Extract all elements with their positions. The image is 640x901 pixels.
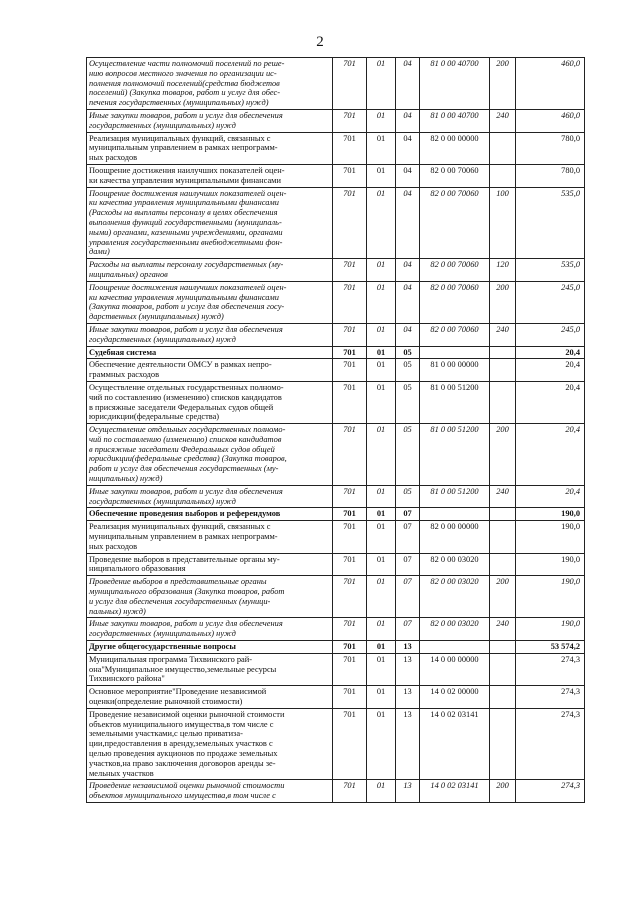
row-section: 01 <box>367 485 396 508</box>
table-row <box>87 708 585 780</box>
row-target-article: 82 0 00 70060 <box>420 187 490 259</box>
row-subsection: 04 <box>396 164 420 187</box>
row-subsection: 04 <box>396 281 420 323</box>
row-subsection: 13 <box>396 653 420 685</box>
table-row <box>87 323 585 346</box>
row-grbs: 701 <box>333 323 367 346</box>
row-expense-type: 240 <box>490 323 516 346</box>
row-section: 01 <box>367 281 396 323</box>
row-section: 01 <box>367 259 396 282</box>
row-description: Муниципальная программа Тихвинского рай- она"Муниципальное имущество,земельные ресурсы Тихвинского района" <box>87 653 333 685</box>
row-target-article: 14 0 00 00000 <box>420 653 490 685</box>
row-grbs: 701 <box>333 780 367 803</box>
table-row <box>87 553 585 576</box>
row-section: 01 <box>367 553 396 576</box>
table-row <box>87 109 585 132</box>
row-description: Судебная система <box>87 346 333 359</box>
row-section: 01 <box>367 346 396 359</box>
row-section: 01 <box>367 164 396 187</box>
row-expense-type: 240 <box>490 109 516 132</box>
table-row <box>87 641 585 654</box>
row-grbs: 701 <box>333 641 367 654</box>
row-description: Проведение независимой оценки рыночной стоимости объектов муниципального имущества,в том числе с <box>87 780 333 803</box>
row-expense-type <box>490 359 516 382</box>
row-subsection: 07 <box>396 521 420 553</box>
row-description: Другие общегосударственные вопросы <box>87 641 333 654</box>
row-expense-type <box>490 641 516 654</box>
row-sum: 190,0 <box>516 521 585 553</box>
row-description: Поощрение достижения наилучших показателей оцен- ки качества управления муниципальными финансами (Расходы на выплаты персоналу в целях обеспечения выполнения функций государственными (муниципаль- ными) органами, казенными учреждениями, органами управления государственными внебюджетными фон- дами) <box>87 187 333 259</box>
row-section: 01 <box>367 521 396 553</box>
row-subsection: 04 <box>396 58 420 110</box>
row-subsection: 04 <box>396 109 420 132</box>
row-grbs: 701 <box>333 553 367 576</box>
row-target-article: 82 0 00 00000 <box>420 132 490 164</box>
row-sum: 20,4 <box>516 424 585 486</box>
table-row <box>87 359 585 382</box>
row-section: 01 <box>367 508 396 521</box>
row-subsection: 13 <box>396 686 420 709</box>
table-row <box>87 164 585 187</box>
row-target-article: 82 0 00 03020 <box>420 576 490 618</box>
row-expense-type <box>490 508 516 521</box>
row-expense-type <box>490 381 516 423</box>
row-grbs: 701 <box>333 259 367 282</box>
row-target-article: 82 0 00 03020 <box>420 618 490 641</box>
table-row <box>87 187 585 259</box>
row-grbs: 701 <box>333 618 367 641</box>
row-expense-type: 200 <box>490 424 516 486</box>
row-grbs: 701 <box>333 58 367 110</box>
row-target-article: 81 0 00 40700 <box>420 109 490 132</box>
row-section: 01 <box>367 708 396 780</box>
row-target-article: 14 0 02 03141 <box>420 708 490 780</box>
row-description: Поощрение достижения наилучших показателей оцен- ки качества управления муниципальными финансами (Закупка товаров, работ и услуг для обеспечения госу- дарственных (муниципальных) нужд) <box>87 281 333 323</box>
row-sum: 190,0 <box>516 553 585 576</box>
row-expense-type: 120 <box>490 259 516 282</box>
row-grbs: 701 <box>333 686 367 709</box>
row-sum: 245,0 <box>516 281 585 323</box>
row-sum: 190,0 <box>516 576 585 618</box>
row-grbs: 701 <box>333 164 367 187</box>
row-description: Иные закупки товаров, работ и услуг для обеспечения государственных (муниципальных) нужд <box>87 485 333 508</box>
row-target-article: 81 0 00 00000 <box>420 359 490 382</box>
row-section: 01 <box>367 359 396 382</box>
row-subsection: 07 <box>396 618 420 641</box>
row-description: Проведение выборов в представительные органы муниципального образования (Закупка товаров, работ и услуг для обеспечения государственных (муници- пальных) нужд) <box>87 576 333 618</box>
row-description: Осуществление отдельных государственных полномо- чий по составлению (изменению) списков кандидатов в присяжные заседатели Федеральных судов общей юрисдикции(федеральные средства) (Закупка товаров, работ и услуг для обеспечения государственных (му- ниципальных) нужд) <box>87 424 333 486</box>
row-expense-type <box>490 708 516 780</box>
row-subsection: 04 <box>396 187 420 259</box>
row-grbs: 701 <box>333 187 367 259</box>
row-target-article: 82 0 00 70060 <box>420 259 490 282</box>
row-section: 01 <box>367 686 396 709</box>
row-subsection: 05 <box>396 485 420 508</box>
row-subsection: 13 <box>396 780 420 803</box>
row-grbs: 701 <box>333 576 367 618</box>
row-sum: 274,3 <box>516 686 585 709</box>
row-description: Осуществление отдельных государственных полномо- чий по составлению (изменению) списков кандидатов в присяжные заседатели Федеральных судов общей юрисдикции(федеральные средства) <box>87 381 333 423</box>
row-grbs: 701 <box>333 359 367 382</box>
row-target-article: 82 0 00 03020 <box>420 553 490 576</box>
row-description: Иные закупки товаров, работ и услуг для обеспечения государственных (муниципальных) нужд <box>87 323 333 346</box>
row-target-article: 14 0 02 00000 <box>420 686 490 709</box>
row-subsection: 07 <box>396 553 420 576</box>
budget-table <box>86 57 585 803</box>
row-expense-type <box>490 521 516 553</box>
row-subsection: 05 <box>396 381 420 423</box>
row-description: Иные закупки товаров, работ и услуг для обеспечения государственных (муниципальных) нужд <box>87 109 333 132</box>
row-description: Реализация муниципальных функций, связанных с муниципальным управлением в рамках непрограмм- ных расходов <box>87 521 333 553</box>
row-description: Поощрение достижения наилучших показателей оцен- ки качества управления муниципальными финансами <box>87 164 333 187</box>
row-target-article: 81 0 00 40700 <box>420 58 490 110</box>
row-description: Обеспечение проведения выборов и референдумов <box>87 508 333 521</box>
table-row <box>87 780 585 803</box>
row-subsection: 04 <box>396 323 420 346</box>
row-expense-type: 240 <box>490 618 516 641</box>
row-subsection: 05 <box>396 359 420 382</box>
table-row <box>87 653 585 685</box>
row-subsection: 05 <box>396 424 420 486</box>
row-section: 01 <box>367 576 396 618</box>
row-subsection: 04 <box>396 132 420 164</box>
row-grbs: 701 <box>333 381 367 423</box>
row-section: 01 <box>367 641 396 654</box>
row-sum: 780,0 <box>516 132 585 164</box>
row-subsection: 13 <box>396 708 420 780</box>
row-description: Расходы на выплаты персоналу государственных (му- ниципальных) органов <box>87 259 333 282</box>
page-number: 2 <box>316 34 324 50</box>
table-row <box>87 508 585 521</box>
table-row <box>87 259 585 282</box>
row-expense-type <box>490 553 516 576</box>
row-description: Основное мероприятие"Проведение независимой оценки(определение рыночной стоимости) <box>87 686 333 709</box>
row-section: 01 <box>367 780 396 803</box>
row-description: Реализация муниципальных функций, связанных с муниципальным управлением в рамках непрограмм- ных расходов <box>87 132 333 164</box>
row-section: 01 <box>367 424 396 486</box>
row-sum: 20,4 <box>516 381 585 423</box>
table-row <box>87 381 585 423</box>
row-sum: 274,3 <box>516 708 585 780</box>
row-target-article: 14 0 02 03141 <box>420 780 490 803</box>
row-section: 01 <box>367 132 396 164</box>
row-target-article: 82 0 00 70060 <box>420 323 490 346</box>
table-row <box>87 132 585 164</box>
row-sum: 53 574,2 <box>516 641 585 654</box>
row-description: Иные закупки товаров, работ и услуг для обеспечения государственных (муниципальных) нужд <box>87 618 333 641</box>
row-subsection: 05 <box>396 346 420 359</box>
row-expense-type: 200 <box>490 780 516 803</box>
row-grbs: 701 <box>333 109 367 132</box>
row-target-article: 81 0 00 51200 <box>420 485 490 508</box>
table-row <box>87 485 585 508</box>
row-target-article: 82 0 00 00000 <box>420 521 490 553</box>
table-row <box>87 686 585 709</box>
row-sum: 20,4 <box>516 359 585 382</box>
row-target-article: 82 0 00 70060 <box>420 164 490 187</box>
row-sum: 20,4 <box>516 485 585 508</box>
row-sum: 190,0 <box>516 508 585 521</box>
row-grbs: 701 <box>333 281 367 323</box>
row-expense-type <box>490 132 516 164</box>
row-grbs: 701 <box>333 708 367 780</box>
table-row <box>87 346 585 359</box>
row-grbs: 701 <box>333 653 367 685</box>
row-grbs: 701 <box>333 424 367 486</box>
table-row <box>87 618 585 641</box>
row-sum: 190,0 <box>516 618 585 641</box>
row-target-article <box>420 508 490 521</box>
row-description: Проведение независимой оценки рыночной стоимости объектов муниципального имущества,в том числе с земельными участками,с целью приватиза- ции,предоставления в аренду,земельных участков с целью проведения аукционов по продаже земельных участков,на право заключения договоров аренды зе- мельных участков <box>87 708 333 780</box>
row-subsection: 04 <box>396 259 420 282</box>
table-row <box>87 281 585 323</box>
row-description: Осуществление части полномочий поселений по реше- нию вопросов местного значения по организации ис- полнения полномочий поселений(средства бюджетов поселений) (Закупка товаров, работ и услуг для обес- печения государственных (муниципальных) нужд) <box>87 58 333 110</box>
row-grbs: 701 <box>333 132 367 164</box>
row-sum: 460,0 <box>516 109 585 132</box>
row-sum: 535,0 <box>516 187 585 259</box>
row-section: 01 <box>367 653 396 685</box>
row-sum: 274,3 <box>516 780 585 803</box>
row-expense-type: 240 <box>490 485 516 508</box>
table-row <box>87 576 585 618</box>
row-sum: 460,0 <box>516 58 585 110</box>
row-target-article: 81 0 00 51200 <box>420 424 490 486</box>
row-target-article <box>420 346 490 359</box>
row-expense-type <box>490 346 516 359</box>
row-expense-type: 200 <box>490 281 516 323</box>
table-row <box>87 521 585 553</box>
row-target-article: 81 0 00 51200 <box>420 381 490 423</box>
row-grbs: 701 <box>333 485 367 508</box>
row-sum: 780,0 <box>516 164 585 187</box>
row-expense-type: 200 <box>490 58 516 110</box>
row-expense-type <box>490 164 516 187</box>
row-grbs: 701 <box>333 346 367 359</box>
row-grbs: 701 <box>333 508 367 521</box>
row-section: 01 <box>367 618 396 641</box>
table-row <box>87 424 585 486</box>
row-section: 01 <box>367 187 396 259</box>
row-sum: 535,0 <box>516 259 585 282</box>
row-section: 01 <box>367 109 396 132</box>
row-subsection: 07 <box>396 508 420 521</box>
row-expense-type: 200 <box>490 576 516 618</box>
row-grbs: 701 <box>333 521 367 553</box>
row-subsection: 13 <box>396 641 420 654</box>
row-section: 01 <box>367 58 396 110</box>
row-section: 01 <box>367 323 396 346</box>
row-subsection: 07 <box>396 576 420 618</box>
row-expense-type <box>490 653 516 685</box>
row-sum: 245,0 <box>516 323 585 346</box>
row-description: Проведение выборов в представительные органы му- ниципального образования <box>87 553 333 576</box>
row-sum: 274,3 <box>516 653 585 685</box>
row-expense-type: 100 <box>490 187 516 259</box>
row-expense-type <box>490 686 516 709</box>
row-target-article: 82 0 00 70060 <box>420 281 490 323</box>
row-section: 01 <box>367 381 396 423</box>
row-target-article <box>420 641 490 654</box>
table-row <box>87 58 585 110</box>
row-description: Обеспечение деятельности ОМСУ в рамках непро- граммных расходов <box>87 359 333 382</box>
row-sum: 20,4 <box>516 346 585 359</box>
